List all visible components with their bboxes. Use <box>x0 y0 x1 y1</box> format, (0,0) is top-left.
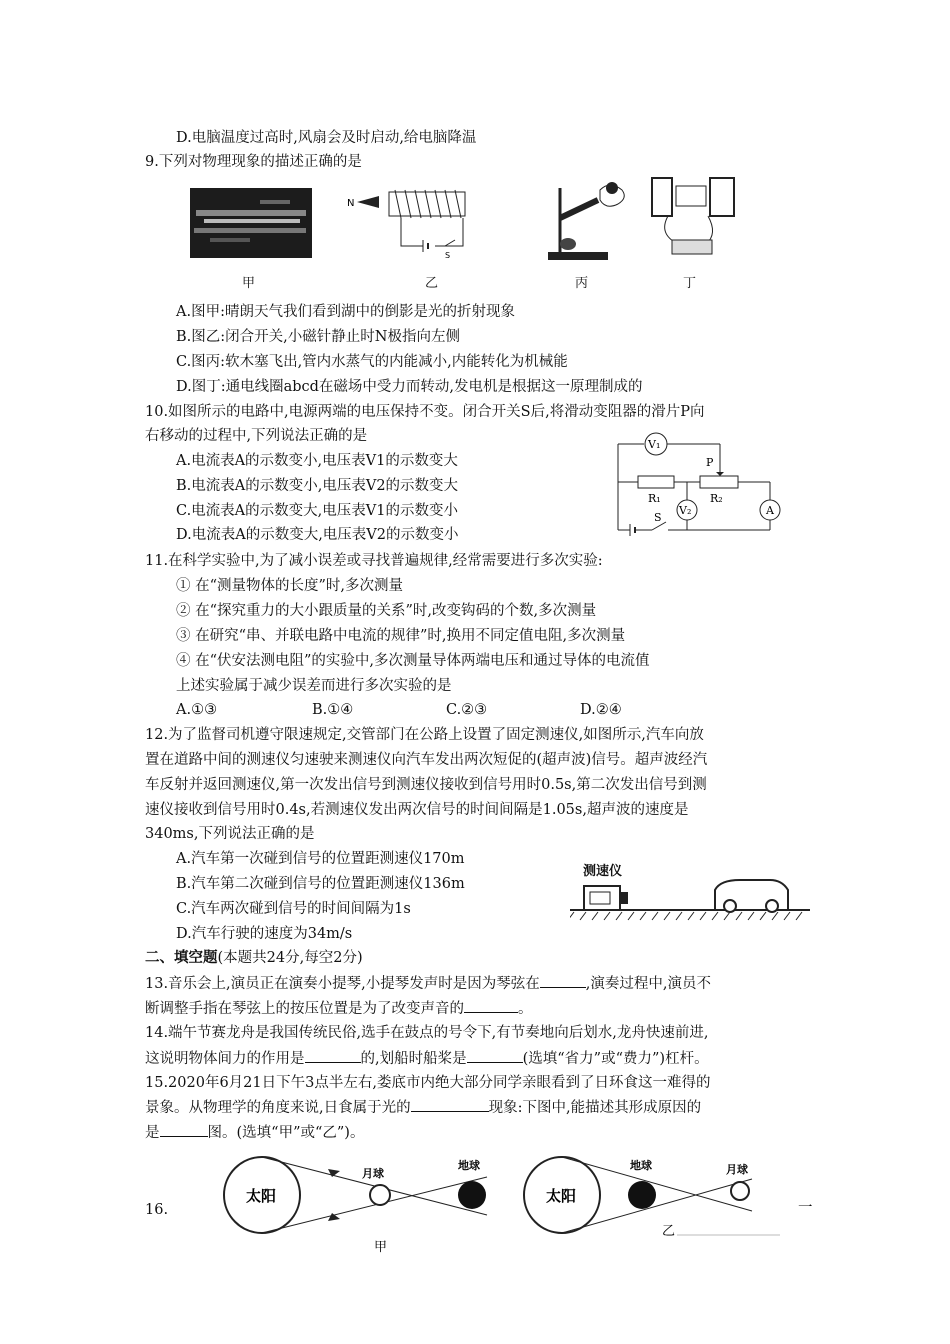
q12-line4: 速仪接收到信号用时0.4s,若测速仪发出两次信号的时间间隔是1.05s,超声波的速度是 <box>145 802 689 818</box>
q12-line1: 12.为了监督司机遵守限速规定,交管部门在公路上设置了固定测速仪,如图所示,汽车向放 <box>145 727 704 743</box>
battery-icon <box>672 240 712 254</box>
q15-blank-1[interactable] <box>411 1097 489 1112</box>
fig-bing-caption: 丙 <box>575 276 589 291</box>
q13-text-c: 断调整手指在琴弦上的按压位置是为了改变声音的 <box>145 1001 464 1017</box>
earth-label-2: 地球 <box>630 1159 652 1172</box>
q13-text-b: ,演奏过程中,演员不 <box>585 976 711 992</box>
q13-blank-1[interactable] <box>540 973 586 988</box>
q11-tail: 上述实验属于减少误差而进行多次实验的是 <box>176 678 452 694</box>
resistor-r1 <box>638 476 674 488</box>
q12-option-a: A.汽车第一次碰到信号的位置距测速仪170m <box>176 851 465 867</box>
eclipse-diagram-jia <box>222 1155 512 1255</box>
q10-circuit-diagram <box>610 430 795 545</box>
q16-dash: 一 <box>798 1200 813 1216</box>
q12-option-c: C.汽车两次碰到信号的时间间隔为1s <box>176 901 411 917</box>
q13-text-a: 13.音乐会上,演员正在演奏小提琴,小提琴发声时是因为琴弦在 <box>145 976 540 992</box>
speed-camera-diagram <box>570 876 810 926</box>
slider-p-arrow-icon <box>716 472 724 476</box>
q11-item-4: ④ 在“伏安法测电阻”的实验中,多次测量导体两端电压和通过导体的电流值 <box>176 653 650 669</box>
q16-number: 16. <box>145 1202 169 1218</box>
q11-option-a: A.①③ <box>176 702 218 718</box>
v1-label: V₁ <box>648 438 661 451</box>
q8-option-d: D.电脑温度过高时,风扇会及时启动,给电脑降温 <box>176 130 477 146</box>
eclipse-caption-yi: 乙 <box>662 1224 676 1239</box>
fig-jia-caption: 甲 <box>242 276 256 291</box>
q15-blank-2[interactable] <box>160 1122 208 1137</box>
q14-text-a: 这说明物体间力的作用是 <box>145 1051 305 1067</box>
q15-line3 <box>145 1122 364 1143</box>
rheostat-r2 <box>700 476 738 488</box>
earth-icon-2 <box>628 1181 656 1209</box>
q11-option-b: B.①④ <box>312 702 354 718</box>
q12-line5: 340ms,下列说法正确的是 <box>145 826 315 842</box>
eclipse-diagram-yi <box>522 1155 782 1255</box>
switch-s-label: S <box>445 251 451 260</box>
q15-text-c: 是 <box>145 1125 160 1141</box>
q11-item-1: ① 在“测量物体的长度”时,多次测量 <box>176 578 404 594</box>
q10-stem-line1: 10.如图所示的电路中,电源两端的电压保持不变。闭合开关S后,将滑动变阻器的滑片P向 <box>145 404 705 420</box>
q9-stem: 9.下列对物理现象的描述正确的是 <box>145 154 362 170</box>
moon-label: 月球 <box>362 1167 384 1180</box>
fig-yi-solenoid <box>345 188 480 268</box>
q10-option-d: D.电流表A的示数变大,电压表V2的示数变小 <box>176 527 459 543</box>
q13-blank-2[interactable] <box>464 998 518 1013</box>
q11-item-3: ③ 在研究“串、并联电路中电流的规律”时,换用不同定值电阻,多次测量 <box>176 628 626 644</box>
solenoid-n-label: N <box>347 198 355 209</box>
q13-text-d: 。 <box>518 1001 533 1017</box>
earth-icon <box>458 1181 486 1209</box>
q13-line1 <box>145 973 711 994</box>
r1-label: R₁ <box>648 492 661 505</box>
section2-heading <box>145 948 363 968</box>
moon-icon-2 <box>731 1182 749 1200</box>
section2-title: 二、填空题 <box>145 949 218 966</box>
q15-line1: 15.2020年6月21日下午3点半左右,娄底市内绝大部分同学亲眼看到了日环食这一难得的 <box>145 1075 711 1091</box>
q13-line2 <box>145 998 533 1019</box>
q12-line2: 置在道路中间的测速仪匀速驶来测速仪向汽车发出两次短促的(超声波)信号。超声波经汽 <box>145 752 708 768</box>
eclipse-caption-jia: 甲 <box>374 1240 388 1255</box>
q9-option-a: A.图甲:晴朗天气我们看到湖中的倒影是光的折射现象 <box>176 304 515 320</box>
q11-option-c: C.②③ <box>446 702 488 718</box>
fig-ding-caption: 丁 <box>683 276 697 291</box>
section2-note: (本题共24分,每空2分) <box>217 950 363 966</box>
sun-label: 太阳 <box>246 1187 277 1205</box>
sun-label-2: 太阳 <box>546 1187 577 1205</box>
q14-line1: 14.端午节赛龙舟是我国传统民俗,选手在鼓点的号令下,有节奏地向后划水,龙舟快速前进, <box>145 1025 709 1041</box>
v2-label: V₂ <box>679 504 692 517</box>
q15-text-b: 现象:下图中,能描述其形成原因的 <box>488 1100 702 1116</box>
q14-blank-1[interactable] <box>305 1048 361 1063</box>
q9-option-b: B.图乙:闭合开关,小磁针静止时N极指向左侧 <box>176 329 460 345</box>
speed-camera-label: 测速仪 <box>583 864 623 879</box>
fig-yi-caption: 乙 <box>425 276 439 291</box>
speed-camera-icon <box>584 886 620 910</box>
q14-line2 <box>145 1048 709 1069</box>
fig-jia-reflection-photo <box>190 188 312 258</box>
q10-option-c: C.电流表A的示数变大,电压表V1的示数变小 <box>176 503 458 519</box>
q11-option-d: D.②④ <box>580 702 622 718</box>
q12-option-b: B.汽车第二次碰到信号的位置距测速仪136m <box>176 876 465 892</box>
fig-bing-test-tube <box>540 178 640 266</box>
burner-icon <box>560 238 576 250</box>
q9-option-c: C.图丙:软木塞飞出,管内水蒸气的内能减小,内能转化为机械能 <box>176 354 568 370</box>
p-label: P <box>706 456 714 469</box>
q9-option-d: D.图丁:通电线圈abcd在磁场中受力而转动,发电机是根据这一原理制成的 <box>176 379 643 395</box>
q11-item-2: ② 在“探究重力的大小跟质量的关系”时,改变钩码的个数,多次测量 <box>176 603 597 619</box>
q15-text-a: 景象。从物理学的角度来说,日食属于光的 <box>145 1100 411 1116</box>
q14-text-b: 的,划船时船桨是 <box>360 1051 467 1067</box>
earth-label: 地球 <box>458 1159 480 1172</box>
cork-icon <box>606 182 618 194</box>
compass-needle-icon <box>357 196 379 208</box>
s-label: S <box>654 511 662 524</box>
q10-option-a: A.电流表A的示数变小,电压表V1的示数变大 <box>176 453 458 469</box>
q14-text-c: (选填“省力”或“费力”)杠杆。 <box>522 1051 709 1067</box>
r2-label: R₂ <box>710 492 723 505</box>
q15-text-d: 图。(选填“甲”或“乙”)。 <box>207 1125 365 1141</box>
fig-ding-motor <box>648 174 743 264</box>
moon-label-2: 月球 <box>726 1163 748 1176</box>
q10-option-b: B.电流表A的示数变小,电压表V2的示数变大 <box>176 478 459 494</box>
q11-stem: 11.在科学实验中,为了减小误差或寻找普遍规律,经常需要进行多次实验: <box>145 553 603 569</box>
q15-line2 <box>145 1097 701 1118</box>
q12-option-d: D.汽车行驶的速度为34m/s <box>176 926 353 942</box>
a-label: A <box>766 504 774 517</box>
q14-blank-2[interactable] <box>467 1048 523 1063</box>
q10-stem-line2: 右移动的过程中,下列说法正确的是 <box>145 428 368 444</box>
q12-line3: 车反射并返回测速仪,第一次发出信号到测速仪接收到信号用时0.5s,第二次发出信号到测 <box>145 777 707 793</box>
moon-icon <box>370 1185 390 1205</box>
